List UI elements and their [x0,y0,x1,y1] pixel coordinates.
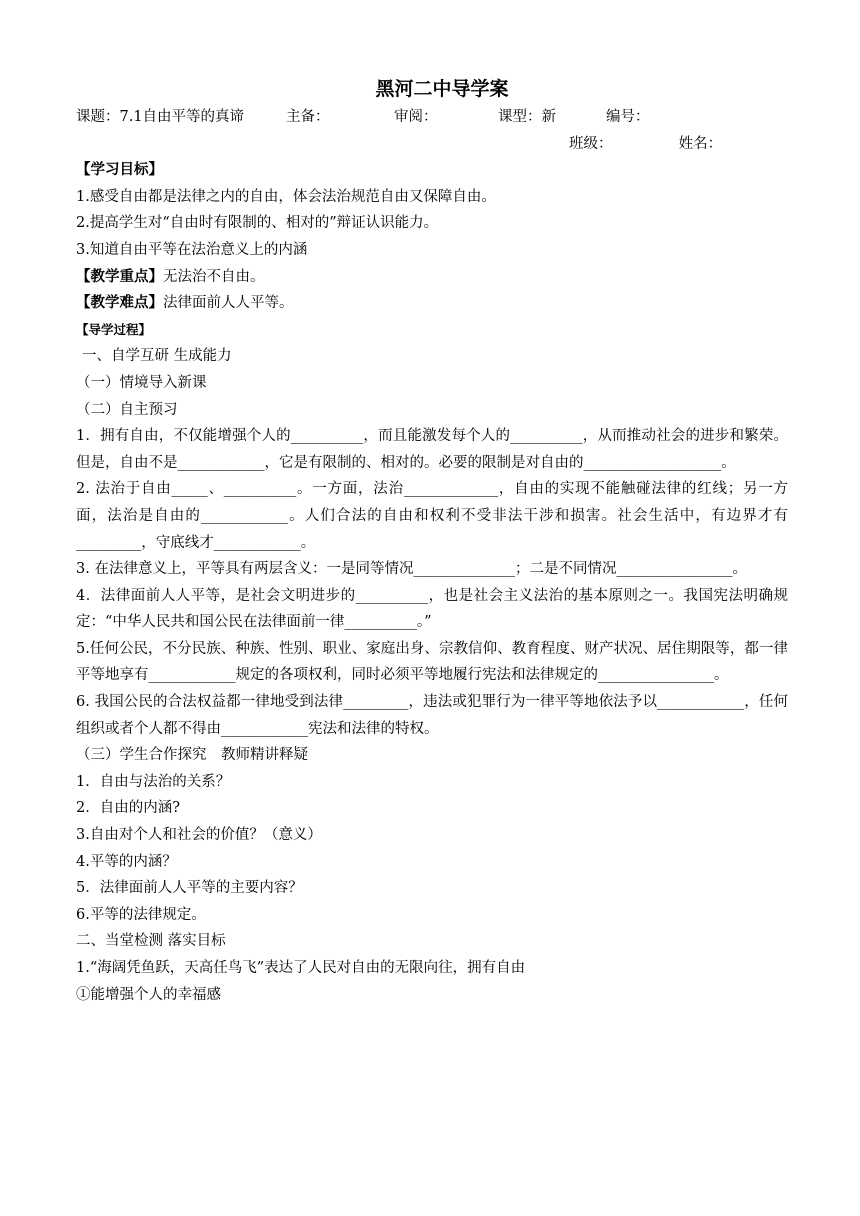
test-option-1: ①能增强个人的幸福感 [76,986,221,1003]
subsection-heading: （三）学生合作探究 教师精讲释疑 [76,747,308,764]
subsection-heading: （一）情境导入新课 [76,374,207,391]
question-6: 6. 我国公民的合法权益都一律地受到法律_________，违法或犯罪行为一律平等地依法予以____________，任何组织或者个人都不得由____________宪法和法律的特权。 [76,694,788,737]
key-point [76,264,788,291]
class-name-row [76,131,788,158]
section-heading: 一、自学互研 生成能力 [82,348,232,365]
process-heading: 【导学过程】 [76,321,152,337]
review-label: 审阅： [394,109,438,125]
goal-item: 3.知道自由平等在法治意义上的内涵 [76,241,308,258]
lesson-label: 课题：7.1自由平等的真谛 [76,109,245,125]
section-heading: 二、当堂检测 落实目标 [76,933,226,950]
discussion-item: 4.平等的内涵？ [76,853,177,870]
number-label: 编号： [606,109,650,125]
page-title: 黑河二中导学案 [375,78,509,100]
difficulty [76,290,788,317]
discussion-item: 5．法律面前人人平等的主要内容？ [76,880,303,897]
question-4: 4．法律面前人人平等，是社会文明进步的__________，也是社会主义法治的基本原则之一。我国宪法明确规定：“中华人民共和国公民在法律面前一律__________。” [76,587,788,631]
question-2: 2. 法治于自由_____、__________。一方面，法治_____________，自由的实现不能触碰法律的红线；另一方面，法治是自由的____________。人们合法的自由和权利不受非法干涉和损害。社会生活中，有边界才有_________，守底线才____________。 [76,481,788,551]
subsection-heading: （二）自主预习 [76,401,178,418]
discussion-item: 3.自由对个人和社会的价值？（意义） [76,827,322,844]
class-label: 班级： [569,135,613,152]
discussion-item: 6.平等的法律规定。 [76,906,206,923]
discussion-item: 2．自由的内涵? [76,800,180,817]
question-5: 5.任何公民，不分民族、种族、性别、职业、家庭出身、宗教信仰、教育程度、财产状况、居住期限等，都一律平等地享有____________规定的各项权利，同时必须平等地履行宪法和法律规定的________________。 [76,640,788,684]
header-row [76,104,788,131]
key-point-text: 无法治不自由。 [163,268,265,285]
chief-label: 主备： [286,109,330,125]
key-point-label: 【教学重点】 [76,268,163,285]
test-question-1: 1.“海阔凭鱼跃，天高任鸟飞”表达了人民对自由的无限向往，拥有自由 [76,960,526,976]
difficulty-text: 法律面前人人平等。 [163,295,294,312]
goal-item: 1.感受自由都是法律之内的自由，体会法治规范自由又保障自由。 [76,188,496,205]
question-3: 3. 在法律意义上，平等具有两层含义：一是同等情况______________；二是不同情况________________。 [76,561,747,578]
document-page [76,74,788,1008]
goals-heading: 【学习目标】 [76,162,163,179]
goal-item: 2.提高学生对“自由时有限制的、相对的”辩证认识能力。 [76,215,439,232]
type-label: 课型：新 [498,109,556,125]
discussion-item: 1．自由与法治的关系？ [76,773,231,790]
name-label: 姓名： [678,135,723,152]
question-1: 1．拥有自由，不仅能增强个人的__________，而且能激发每个人的__________，从而推动社会的进步和繁荣。但是，自由不是____________，它是有限制的、相对的。必要的限制是对自由的___________________。 [76,428,788,471]
difficulty-label: 【教学难点】 [76,295,163,312]
